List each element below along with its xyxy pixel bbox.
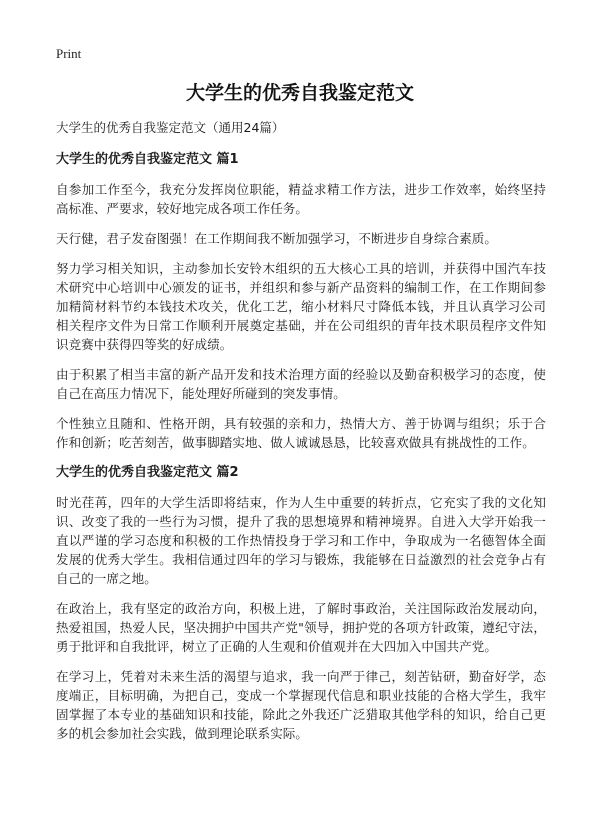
document-subtitle: 大学生的优秀自我鉴定范文（通用24篇） (56, 120, 285, 135)
section-1 (56, 150, 546, 452)
paragraph: 时光荏苒，四年的大学生活即将结束，作为人生中重要的转折点，它充实了我的文化知识、改变了我的一些行为习惯，提升了我的思想境界和精神境界。自进入大学开始我一直以严谨的学习态度和积极的工作热情投身于学习和工作中，争取成为一名德智体全面发展的优秀大学生。我相信通过四年的学习与锻炼，我能够在日益激烈的社会竞争占有自己的一席之地。 (56, 495, 546, 586)
paragraph: 自参加工作至今，我充分发挥岗位职能，精益求精工作方法，进步工作效率，始终坚持高标准、严要求，较好地完成各项工作任务。 (56, 182, 546, 216)
paragraph: 在政治上，我有坚定的政治方向，积极上进，了解时事政治，关注国际政治发展动向，热爱祖国，热爱人民，坚决拥护中国共产党"领导，拥护党的各项方针政策，遵纪守法，勇于批评和自我批评，树立了正确的人生观和价值观并在大四加入中国共产党。 (56, 601, 546, 654)
paragraph: 努力学习相关知识，主动参加长安铃木组织的五大核心工具的培训，并获得中国汽车技术研究中心培训中心颁发的证书，并组织和参与新产品资料的编制工作，在工作期间参加精简材料节约本钱技术攻关，优化工艺，缩小材料尺寸降低本钱，并且认真学习公司相关程序文件为日常工作顺利开展奠定基础，并在公司组织的青年技术职员程序文件知识竞赛中获得四等奖的好成绩。 (56, 261, 546, 352)
page-title: 大学生的优秀自我鉴定范文 (185, 82, 414, 104)
paragraph: 天行健，君子发奋图强！在工作期间我不断加强学习，不断进步自身综合素质。 (56, 231, 498, 246)
section-heading: 大学生的优秀自我鉴定范文 篇2 (56, 465, 239, 480)
section-heading: 大学生的优秀自我鉴定范文 篇1 (56, 152, 239, 167)
paragraph: 由于积累了相当丰富的新产品开发和技术治理方面的经验以及勤奋积极学习的态度，使自己在高压力情况下，能处理好所碰到的突发事情。 (56, 367, 546, 401)
paragraph: 个性独立且随和、性格开朗，具有较强的亲和力，热情大方、善于协调与组织；乐于合作和创新；吃苦刻苦，做事脚踏实地、做人诚诚恳恳，比较喜欢做具有挑战性的工作。 (56, 416, 546, 450)
section-2 (56, 463, 546, 743)
document-body (56, 118, 546, 754)
print-link[interactable]: Print (56, 46, 82, 61)
paragraph: 在学习上，凭着对未来生活的渴望与追求，我一向严于律己，刻苦钻研，勤奋好学，态度端正，目标明确，为把自己，变成一个掌握现代信息和职业技能的合格大学生，我牢固掌握了本专业的基础知识和技能，除此之外我还广泛猎取其他学科的知识，给自己更多的机会参加社会实践，做到理论联系实际。 (56, 669, 546, 741)
